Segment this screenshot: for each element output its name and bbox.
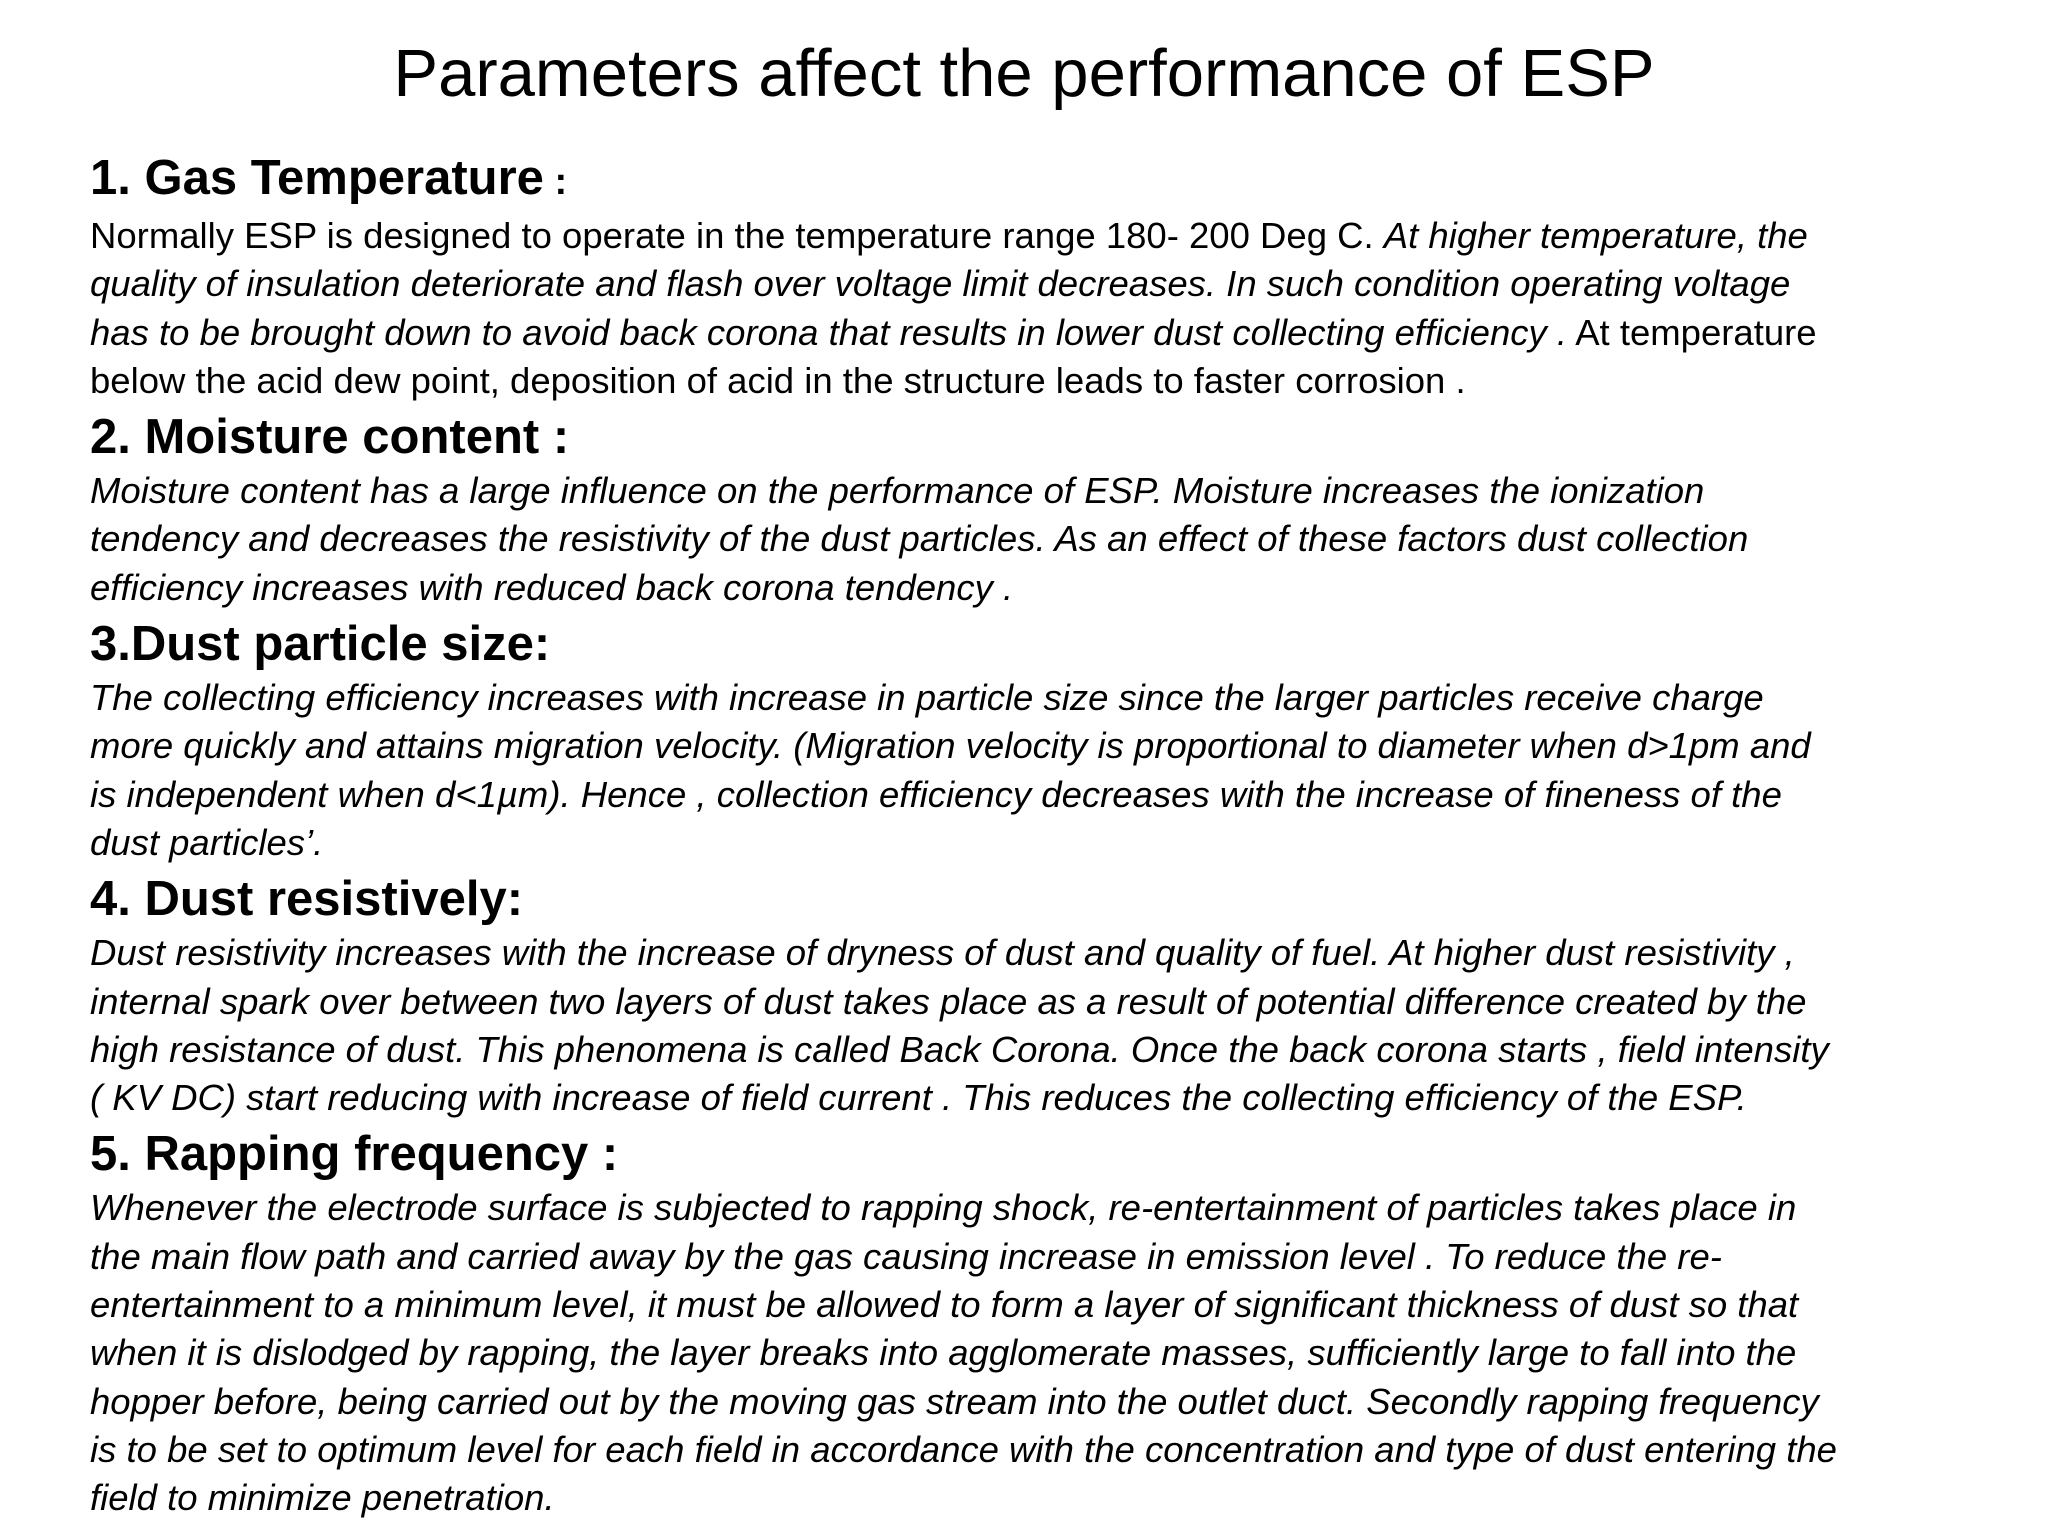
body-line: internal spark over between two layers of dust takes place as a result of potential difference created by the <box>90 980 1807 1022</box>
section-heading-text: 1. Gas Temperature <box>90 151 544 205</box>
body-text-regular: Normally ESP is designed to operate in the temperature range 180- 200 Deg C. <box>90 215 1384 256</box>
section-body <box>90 467 2020 612</box>
body-line: ( KV DC) start reducing with increase of field current . This reduces the collecting efficiency of the ESP. <box>90 1077 1747 1119</box>
section-heading <box>90 150 2020 210</box>
section-heading: 3.Dust particle size: <box>90 617 551 672</box>
body-line <box>90 212 2020 260</box>
body-line: The collecting efficiency increases with increase in particle size since the larger particles receive charge <box>90 677 1764 719</box>
body-line: below the acid dew point, deposition of acid in the structure leads to faster corrosion . <box>90 359 1466 401</box>
body-line: more quickly and attains migration velocity. (Migration velocity is proportional to diameter when d>1pm and <box>90 725 1811 767</box>
section-dust-particle-size <box>90 616 2020 867</box>
section-dust-resistively <box>90 871 2020 1122</box>
section-heading-suffix: : <box>543 161 568 203</box>
body-line: Moisture content has a large influence on the performance of ESP. Moisture increases the ionization <box>90 470 1705 512</box>
section-rapping-frequency <box>90 1126 2020 1522</box>
body-line: when it is dislodged by rapping, the layer breaks into agglomerate masses, sufficiently large to fall into the <box>90 1332 1797 1374</box>
section-body <box>90 212 2020 405</box>
body-line: high resistance of dust. This phenomena is called Back Corona. Once the back corona starts , field intensity <box>90 1028 1829 1070</box>
section-gas-temperature <box>90 150 2020 405</box>
section-heading: 2. Moisture content : <box>90 410 570 465</box>
body-line: entertainment to a minimum level, it must be allowed to form a layer of significant thickness of dust so that <box>90 1284 1799 1326</box>
body-line: hopper before, being carried out by the moving gas stream into the outlet duct. Secondly rapping frequency <box>90 1380 1819 1422</box>
slide-title: Parameters affect the performance of ESP <box>393 36 1655 111</box>
section-body <box>90 1184 2020 1522</box>
body-line: quality of insulation deteriorate and flash over voltage limit decreases. In such condition operating voltage <box>90 263 1791 305</box>
body-line: is independent when d<1µm). Hence , collection efficiency decreases with the increase of fineness of the <box>90 773 1782 815</box>
body-text-italic: At higher temperature, the <box>1383 215 1808 256</box>
body-line: the main flow path and carried away by the gas causing increase in emission level . To reduce the re- <box>90 1235 1722 1277</box>
body-text-regular: At temperature <box>1567 311 1817 353</box>
body-line: tendency and decreases the resistivity of the dust particles. As an effect of these factors dust collection <box>90 518 1749 560</box>
body-line: dust particles’. <box>90 821 324 863</box>
body-line: efficiency increases with reduced back corona tendency . <box>90 566 1014 608</box>
body-line <box>90 309 2020 357</box>
section-body <box>90 674 2020 867</box>
body-line: Dust resistivity increases with the increase of dryness of dust and quality of fuel. At higher dust resistivity , <box>90 932 1795 974</box>
body-text-italic: has to be brought down to avoid back corona that results in lower dust collecting efficiency . <box>90 311 1568 353</box>
section-heading: 4. Dust resistively: <box>90 872 524 927</box>
body-line: Whenever the electrode surface is subjected to rapping shock, re-entertainment of particles takes place in <box>90 1187 1797 1229</box>
slide-content <box>90 150 2020 1527</box>
section-moisture-content <box>90 409 2020 612</box>
body-line: field to minimize penetration. <box>90 1477 555 1519</box>
body-line: is to be set to optimum level for each field in accordance with the concentration and type of dust entering the <box>90 1428 1837 1470</box>
section-body <box>90 929 2020 1122</box>
section-heading: 5. Rapping frequency : <box>90 1127 619 1182</box>
